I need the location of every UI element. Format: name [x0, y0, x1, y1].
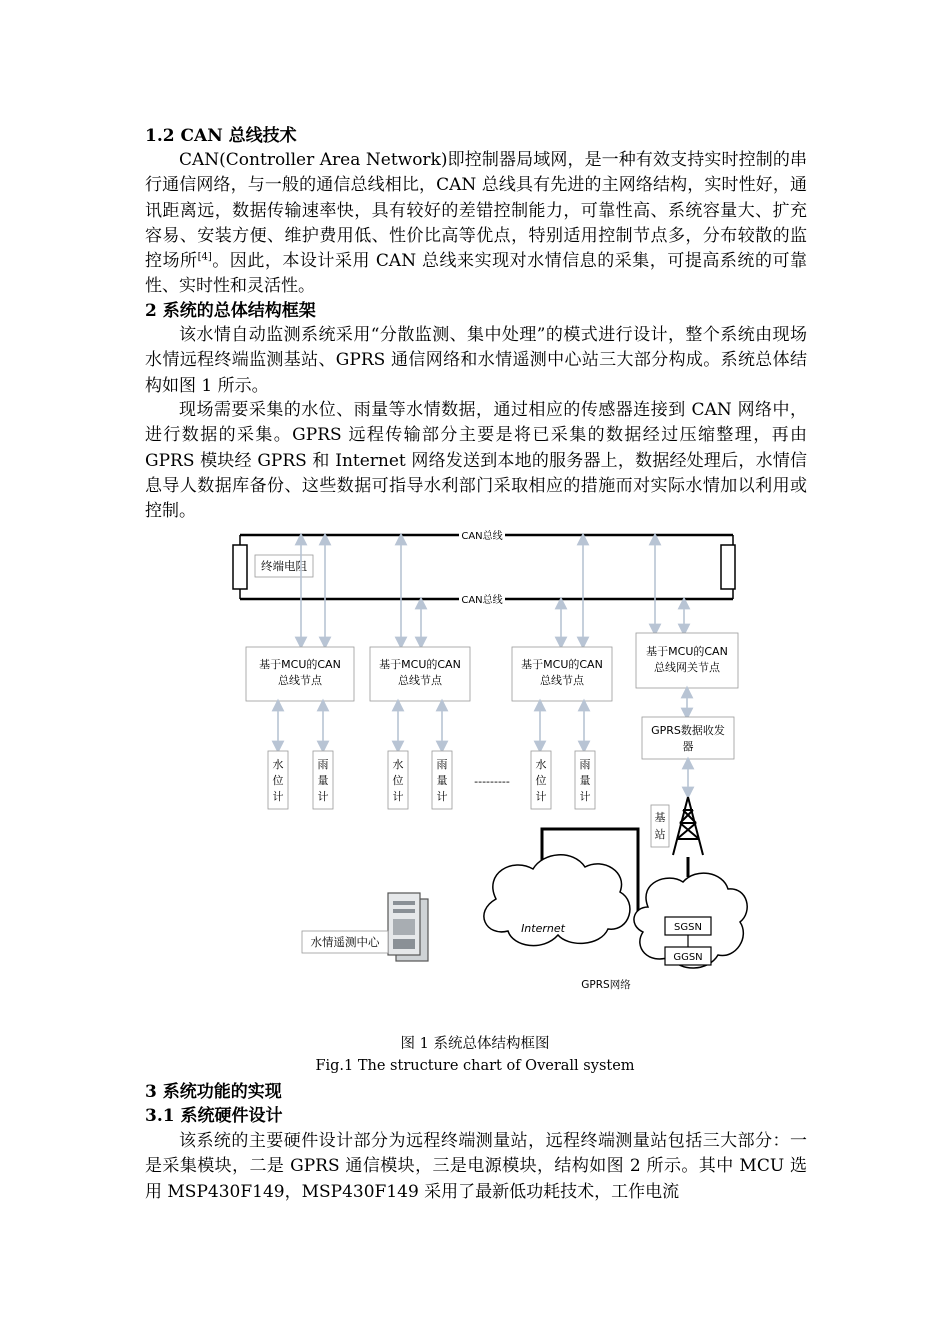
can-node-2-line2: 总线节点 [398, 674, 442, 687]
can-bus-label-top: CAN总线 [461, 531, 503, 542]
figure-1-caption-en: Fig.1 The structure chart of Overall system [315, 1058, 635, 1074]
figure-1-system-diagram [228, 527, 748, 997]
svg-text:计: 计 [392, 790, 404, 803]
server-icon [388, 893, 428, 961]
base-station-tower-icon [673, 797, 703, 855]
base-station-label-2: 站 [654, 828, 666, 841]
gprs-network-label: GPRS网络 [581, 979, 631, 991]
svg-text:计: 计 [317, 790, 329, 803]
sensor-rain-3 [575, 751, 595, 809]
can-node-2-line1: 基于MCU的CAN [379, 658, 461, 671]
base-station-label-1: 基 [654, 811, 666, 824]
section-2-paragraph-1: 该水情自动监测系统采用“分散监测、集中处理”的模式进行设计，整个系统由现场水情远程终端监测基站、GPRS 通信网络和水情遥测中心站三大部分构成。系统总体结构如图 1 所示。 [145, 325, 807, 396]
ggsn-label: GGSN [673, 952, 703, 963]
svg-text:雨: 雨 [579, 758, 591, 771]
sensor-rain-2 [432, 751, 452, 809]
svg-text:水: 水 [272, 758, 284, 771]
sensor-water-1 [268, 751, 288, 809]
center-label: 水情遥测中心 [310, 935, 380, 949]
svg-text:量: 量 [436, 774, 448, 787]
section-3-1-heading: 3.1 系统硬件设计 [145, 1106, 283, 1126]
figure-1-caption-cn: 图 1 系统总体结构框图 [400, 1036, 550, 1052]
citation-ref[interactable]: [4] [197, 251, 212, 263]
svg-text:位: 位 [272, 774, 284, 787]
section-1-2-heading: 1.2 CAN 总线技术 [145, 126, 297, 146]
svg-text:量: 量 [317, 774, 329, 787]
can-node-1-line1: 基于MCU的CAN [259, 658, 341, 671]
svg-text:计: 计 [272, 790, 284, 803]
sensor-water-3 [531, 751, 551, 809]
section-3-heading: 3 系统功能的实现 [145, 1082, 282, 1102]
can-gateway-line1: 基于MCU的CAN [646, 645, 728, 658]
svg-text:水: 水 [535, 758, 547, 771]
section-2-heading: 2 系统的总体结构框架 [145, 301, 316, 321]
gprs-transceiver-line1: GPRS数据收发 [651, 724, 725, 737]
can-node-3-line1: 基于MCU的CAN [521, 658, 603, 671]
svg-text:计: 计 [579, 790, 591, 803]
can-bus-label-bottom: CAN总线 [461, 595, 503, 606]
svg-text:计: 计 [436, 790, 448, 803]
svg-text:雨: 雨 [436, 758, 448, 771]
section-2-paragraph-2: 现场需要采集的水位、雨量等水情数据，通过相应的传感器连接到 CAN 网络中，进行数据的采集。GPRS 远程传输部分主要是将已采集的数据经过压缩整理，再由 GPRS 模块经 GPRS 和 Internet 网络发送到本地的服务器上，数据经处理后，水情信息导人数据库备份、这些数据可指导水利部门采取相应的措施而对实际水情加以利用或控制。 [145, 400, 807, 522]
sensor-water-2 [388, 751, 408, 809]
can-gateway-line2: 总线网关节点 [654, 661, 720, 674]
terminal-resistor-right-icon [721, 545, 735, 589]
svg-text:量: 量 [579, 774, 591, 787]
svg-text:雨: 雨 [317, 758, 329, 771]
gprs-transceiver-line2: 器 [682, 740, 694, 753]
sensor-ellipsis: --------- [474, 775, 510, 788]
internet-label: Internet [521, 922, 565, 935]
svg-text:计: 计 [535, 790, 547, 803]
section-3-1-paragraph: 该系统的主要硬件设计部分为远程终端测量站，远程终端测量站包括三大部分：一是采集模块，二是 GPRS 通信模块，三是电源模块，结构如图 2 所示。其中 MCU 选用 MSP430F149，MSP430F149 采用了最新低功耗技术，工作电流 [145, 1131, 807, 1202]
svg-text:水: 水 [392, 758, 404, 771]
terminal-resistor-label: 终端电阻 [261, 559, 307, 573]
sgsn-label: SGSN [674, 922, 702, 933]
svg-text:位: 位 [392, 774, 404, 787]
para-text-end: 。因此，本设计采用 CAN 总线来实现对水情信息的采集，可提高系统的可靠性、实时性和灵活性。 [145, 251, 808, 297]
section-1-2-paragraph [145, 148, 807, 300]
terminal-resistor-left-icon [233, 545, 247, 589]
svg-text:位: 位 [535, 774, 547, 787]
para-text-start: CAN(Controller Area Network)即控制器局域网，是一种有效支持实时控制的串行通信网络，与一般的通信总线相比，CAN 总线具有先进的主网络结构，实时性好，通讯距离远，数据传输速率快，具有较好的差错控制能力，可靠性高、系统容量大、扩充容易、安装方便、维护费用低、性价比高等优点，特别适用控制节点多，分布较散的监控场所 [145, 150, 807, 272]
can-node-1-line2: 总线节点 [278, 674, 322, 687]
sensor-rain-1 [313, 751, 333, 809]
can-node-3-line2: 总线节点 [540, 674, 584, 687]
